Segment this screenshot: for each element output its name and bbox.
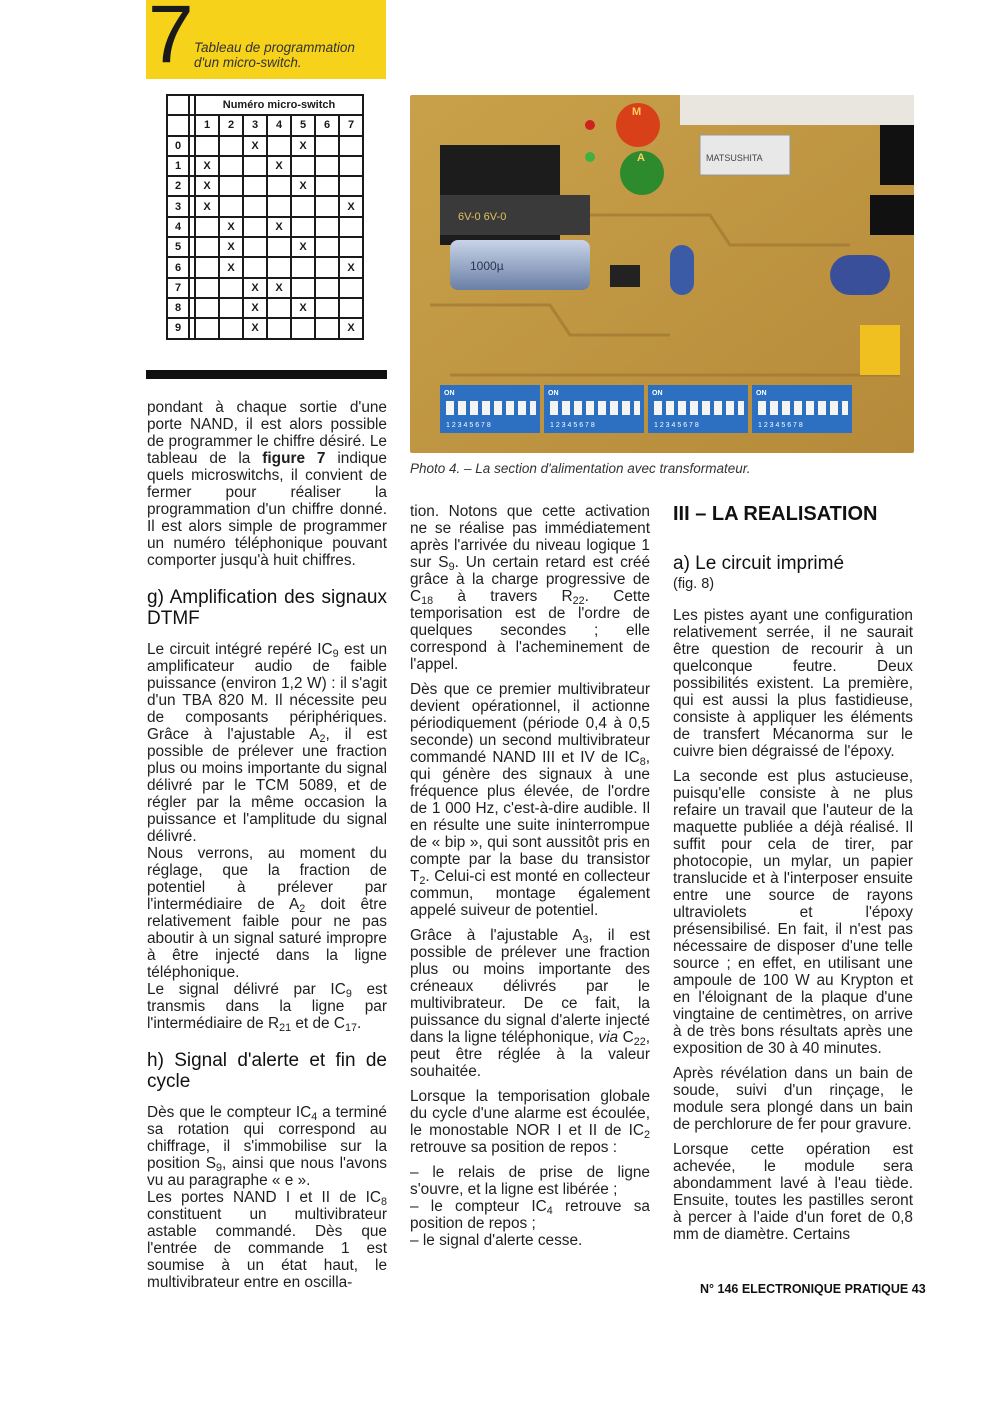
table-cell [267,136,291,156]
paragraph: Le circuit intégré repéré $IC_9$ est un amplificateur audio de faible puissance (environ 1,2 W) : il s'agit d'un TBA 820 M. Il nécessite peu de composants périphériques. Grâce à l'ajustable $A_2$, il est possible de prélever une fraction plus ou moins importante du signal délivré par le TCM 5089, et de régler par la même occasion la puissance et l'amplitude du signal délivré. [147,641,388,845]
photo-power-section [410,95,914,453]
table-cell: X [219,217,243,237]
table-cell [315,156,339,176]
table-cell: X [243,136,267,156]
table-row [167,217,363,237]
table-row [167,196,363,216]
paragraph: La seconde est plus astucieuse, puisqu'elle consiste à ne plus refaire un travail que l'auteur de la maquette publiée a déjà réalisé. Il suffit pour cela de tirer, par photocopie, un mylar, un papier translucide et à l'interposer ensuite entre une source de rayons ultraviolets et l'époxy présensibilisé. En fait, il n'est pas nécessaire de disposer d'une telle source ; en effet, en utilisant une ampoule de 100 W au Krypton et en l'éloignant de la plaque d'une vingtaine de centimètres, on arrive à de très bons résultats après une exposition de 30 à 40 minutes. [673,768,913,1057]
table-cell [339,176,363,196]
separator-bar [146,370,387,379]
paragraph: Grâce à l'ajustable $A_3$, il est possible de prélever une fraction plus ou moins importante des créneaux délivrés par le multivibrateur. De ce fait, la puissance du signal d'alerte injecté dans la ligne téléphonique, via $C_{22}$, peut être réglée à la valeur souhaitée. [410,927,650,1080]
table-cell: X [195,176,219,196]
section-heading-a: a) Le circuit imprimé [673,553,845,574]
figure-caption [194,40,355,70]
column-number: 5 [291,115,315,135]
table-cell: X [219,237,243,257]
column-2 [410,503,650,1249]
column-3 [673,503,913,1251]
transformer-label: 6V-0 6V-0 [458,211,507,223]
svg-text:A: A [637,152,645,164]
table-cell [339,136,363,156]
row-label: 4 [167,217,189,237]
table-cell: X [291,176,315,196]
svg-text:ON: ON [652,390,663,397]
figure-caption-line2: d'un micro-switch. [194,55,302,70]
list-item: – le signal d'alerte cesse. [410,1232,583,1249]
table-cell [195,257,219,277]
table-cell [219,318,243,338]
table-cell [339,217,363,237]
paragraph: Les portes NAND I et II de $IC_8$ constituent un multivibrateur astable commandé. Dès que l'entrée de commande 1 est soumise à un état haut, le multivibrateur entre en oscilla- [147,1189,387,1291]
column-number: 3 [243,115,267,135]
table-cell [315,176,339,196]
table-row [167,257,363,277]
table-cell [267,237,291,257]
paragraph: Lorsque la temporisation globale du cycle d'une alarme est écoulée, le monostable NOR I et II de $IC_2$ retrouve sa position de repos : [410,1088,650,1156]
table-header-row [167,95,363,115]
table-cell [195,136,219,156]
table-cell [195,318,219,338]
table-row [167,237,363,257]
svg-text:M: M [632,106,642,118]
svg-text:1 2 3 4 5 6 7 8: 1 2 3 4 5 6 7 8 [654,422,699,429]
svg-text:1 2 3 4 5 6 7 8: 1 2 3 4 5 6 7 8 [758,422,803,429]
table-header: Numéro micro-switch [195,95,363,115]
svg-text:ON: ON [756,390,767,397]
column-number: 7 [339,115,363,135]
table-column-row [167,115,363,135]
figure-reference: (fig. 8) [673,576,715,592]
table-cell [243,257,267,277]
paragraph: pondant à chaque sortie d'une porte NAND, il est alors possible de programmer le chiffre désiré. Le tableau de la figure 7 indique quels microswitchs, il convient de fermer pour réaliser la programmation d'un chiffre donné. Il est alors simple de programmer un numéro téléphonique pouvant comporter jusqu'à huit chiffres. [147,399,387,569]
paragraph: Lorsque cette opération est achevée, le module sera abondamment lavé à l'eau tiède. Ensuite, toutes les pastilles seront à percer à l'aide d'un foret de 0,8 mm de diamètre. Certains [673,1141,913,1243]
svg-text:1 2 3 4 5 6 7 8: 1 2 3 4 5 6 7 8 [550,422,595,429]
paragraph: Les pistes ayant une configuration relativement serrée, il ne saurait être question de recourir à un quelconque feutre. Deux possibilités existent. La première, qui est aussi la plus fastidieuse, consiste à appliquer les éléments de transfert Mécanorma sur le cuivre bien dégraissé de l'époxy. [673,607,913,760]
table-cell [291,196,315,216]
table-cell [195,298,219,318]
table-cell [315,257,339,277]
column-number: 6 [315,115,339,135]
table-cell [219,156,243,176]
paragraph: Le signal délivré par $IC_9$ est transmis dans la ligne par l'intermédiaire de $R_{21}$ et de $C_{17}$. [147,981,387,1034]
table-row [167,156,363,176]
table-cell: X [195,196,219,216]
table-cell [267,318,291,338]
paragraph: Dès que ce premier multivibrateur devient opérationnel, il actionne périodiquement (période 0,4 à 0,5 seconde) un second multivibrateur commandé NAND III et IV de $IC_8$, qui génère des signaux à une fréquence plus élevée, de l'ordre de 1 000 Hz, c'est-à-dire audible. Il en résulte une suite ininterrompue de « bip », qui sont aussitôt pris en compte par la base du transistor $T_2$. Celui-ci est monté en collecteur commun, montage également appelé suiveur de potentiel. [410,681,650,919]
row-label: 1 [167,156,189,176]
figure-caption-line1: Tableau de programmation [194,40,355,55]
table-cell [339,278,363,298]
row-label: 8 [167,298,189,318]
table-cell [267,257,291,277]
table-cell [315,298,339,318]
table-cell: X [243,318,267,338]
paragraph: Nous verrons, au moment du réglage, que la fraction de potentiel à prélever par l'intermédiaire de $A_2$ doit être relativement faible pour ne pas aboutir à un signal saturé impropre à être injecté dans la ligne téléphonique. [147,845,387,981]
table-cell [339,156,363,176]
table-cell [243,156,267,176]
section-heading-main: III – LA REALISATION [673,503,878,525]
table-cell [291,278,315,298]
row-label: 7 [167,278,189,298]
row-label: 9 [167,318,189,338]
table-cell [291,156,315,176]
table-cell [315,217,339,237]
table-cell: X [243,278,267,298]
table-cell [243,237,267,257]
table-cell: X [291,298,315,318]
column-number: 4 [267,115,291,135]
circuit-photo-illustration [410,95,914,453]
table-cell [219,176,243,196]
table-cell [195,237,219,257]
table-cell: X [291,136,315,156]
table-cell [291,257,315,277]
table-cell [339,237,363,257]
table-cell [315,237,339,257]
table-cell [243,196,267,216]
page-footer: N° 146 ELECTRONIQUE PRATIQUE 43 [700,1282,926,1296]
svg-text:1 2 3 4 5 6 7 8: 1 2 3 4 5 6 7 8 [446,422,491,429]
svg-text:ON: ON [444,390,455,397]
section-heading-h: h) Signal d'alerte et fin de cycle [147,1050,387,1092]
table-cell [195,278,219,298]
programming-table [166,94,364,340]
table-cell [315,318,339,338]
table-cell [339,298,363,318]
table-cell [267,196,291,216]
column-1 [147,399,387,1291]
row-label: 3 [167,196,189,216]
table-row [167,318,363,338]
table-cell: X [339,196,363,216]
row-label: 6 [167,257,189,277]
list-item: – le relais de prise de ligne s'ouvre, et la ligne est libérée ; [410,1164,650,1198]
svg-text:ON: ON [548,390,559,397]
table-cell [243,176,267,196]
table-cell [219,298,243,318]
figure-header [146,0,386,79]
capacitor-label: 1000µ [470,259,504,273]
table-cell [291,217,315,237]
table-cell [267,176,291,196]
table-cell [219,196,243,216]
row-label: 0 [167,136,189,156]
paragraph: Dès que le compteur $IC_4$ a terminé sa rotation qui correspond au chiffrage, il s'immobilise sur la position $S_9$, ainsi que nous l'avons vu au paragraphe « e ». [147,1104,387,1189]
table-cell [267,298,291,318]
table-cell [291,318,315,338]
table-cell [219,136,243,156]
row-label: 2 [167,176,189,196]
list-item: – le compteur $IC_4$ retrouve sa position de repos ; [410,1198,650,1232]
list [410,1164,650,1249]
table-cell [315,196,339,216]
table-row [167,278,363,298]
table-cell [219,278,243,298]
table-cell: X [339,257,363,277]
photo-caption: Photo 4. – La section d'alimentation avec transformateur. [410,461,751,476]
table-cell [243,217,267,237]
table-cell [195,217,219,237]
table-row [167,136,363,156]
table-cell: X [339,318,363,338]
column-number: 1 [195,115,219,135]
table-row [167,176,363,196]
row-label: 5 [167,237,189,257]
table-cell: X [243,298,267,318]
table-cell: X [267,217,291,237]
paragraph: tion. Notons que cette activation ne se réalise pas immédiatement après l'arrivée du niveau logique 1 sur $S_9$. Un certain retard est créé grâce à la charge progressive de $C_{18}$ à travers $R_{22}$. Cette temporisation est de l'ordre de quelques secondes ; elle correspond à l'acheminement de l'appel. [410,503,651,673]
table-cell: X [219,257,243,277]
figure-number: 7 [148,0,194,80]
paragraph: Après révélation dans un bain de soude, suivi d'un rinçage, le module sera plongé dans un bain de perchlorure de fer pour gravure. [673,1065,913,1133]
section-heading-g: g) Amplification des signaux DTMF [147,587,387,629]
table-cell: X [291,237,315,257]
table-cell [315,278,339,298]
table-cell: X [267,278,291,298]
column-number: 2 [219,115,243,135]
table-cell: X [267,156,291,176]
table-cell [315,136,339,156]
relay-label: MATSUSHITA [706,153,763,163]
table-cell: X [195,156,219,176]
table-row [167,298,363,318]
